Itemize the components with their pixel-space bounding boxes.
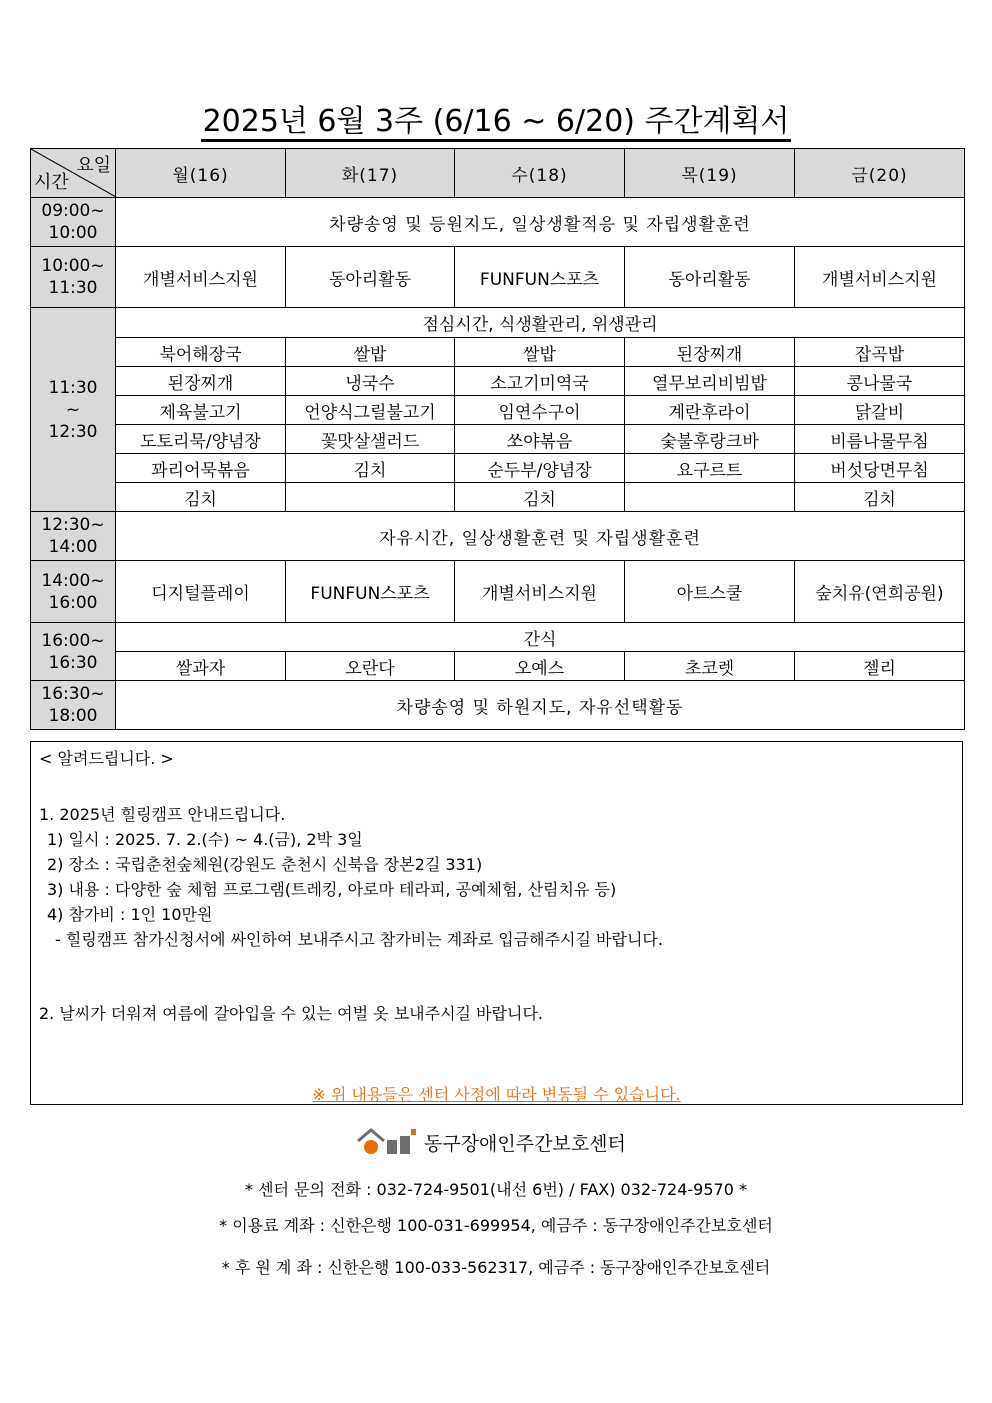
menu-item: 된장찌개 — [625, 338, 795, 367]
day-thu: 목(19) — [625, 149, 795, 198]
activity-span: 자유시간, 일상생활훈련 및 자립생활훈련 — [116, 512, 965, 561]
notice-item-1-content: 3) 내용 : 다양한 숲 체험 프로그램(트레킹, 아로마 테라피, 공예체험, 산림치유 등) — [47, 880, 617, 899]
weekly-schedule-table — [30, 148, 965, 730]
menu-item: 소고기미역국 — [455, 367, 625, 396]
row-lunch-heading — [31, 308, 965, 338]
menu-row — [31, 338, 965, 367]
time-cell: 09:00~ 10:00 — [31, 198, 116, 247]
menu-item: 꽈리어묵볶음 — [116, 454, 286, 483]
snack-heading: 간식 — [116, 623, 965, 652]
row-1230 — [31, 512, 965, 561]
notice-warning: ※ 위 내용들은 센터 사정에 따라 변동될 수 있습니다. — [312, 1085, 681, 1104]
activity-cell: 개별서비스지원 — [116, 247, 286, 308]
contact-phone: * 센터 문의 전화 : 032-724-9501(내선 6번) / FAX) 032-724-9570 * — [245, 1180, 747, 1199]
menu-item: 비름나물무침 — [795, 425, 965, 454]
menu-item: 제육불고기 — [116, 396, 286, 425]
menu-item: 잡곡밥 — [795, 338, 965, 367]
notice-item-1: 1. 2025년 힐링캠프 안내드립니다. — [39, 805, 286, 824]
snack-item: 오란다 — [286, 652, 455, 681]
menu-item: 쌀밥 — [455, 338, 625, 367]
activity-cell: FUNFUN스포츠 — [286, 561, 455, 623]
time-cell: 12:30~ 14:00 — [31, 512, 116, 561]
menu-item: 버섯당면무침 — [795, 454, 965, 483]
row-1400 — [31, 561, 965, 623]
time-cell: 11:30 ~ 12:30 — [31, 308, 116, 512]
row-1000 — [31, 247, 965, 308]
menu-item: 쏘야볶음 — [455, 425, 625, 454]
menu-item: 숯불후랑크바 — [625, 425, 795, 454]
menu-item: 된장찌개 — [116, 367, 286, 396]
activity-cell: 디지털플레이 — [116, 561, 286, 623]
center-name: 동구장애인주간보호센터 — [424, 1132, 626, 1155]
activity-span: 차량송영 및 등원지도, 일상생활적응 및 자립생활훈련 — [116, 198, 965, 247]
menu-item: 김치 — [455, 483, 625, 512]
page-title: 2025년 6월 3주 (6/16 ~ 6/20) 주간계획서 — [0, 96, 992, 140]
center-logo — [356, 1127, 626, 1157]
corner-cell — [31, 149, 116, 198]
menu-row — [31, 396, 965, 425]
menu-item: 김치 — [116, 483, 286, 512]
menu-item: 요구르트 — [625, 454, 795, 483]
day-mon: 월(16) — [116, 149, 286, 198]
menu-item: 콩나물국 — [795, 367, 965, 396]
support-account: * 후 원 계 좌 : 신한은행 100-033-562317, 예금주 : 동구장애인주간보호센터 — [221, 1258, 771, 1277]
notice-item-1-fee: 4) 참가비 : 1인 10만원 — [47, 905, 213, 924]
snack-item: 쌀과자 — [116, 652, 286, 681]
activity-cell: 숲치유(연희공원) — [795, 561, 965, 623]
time-label: 시간 — [34, 172, 69, 193]
time-cell: 16:00~ 16:30 — [31, 623, 116, 681]
menu-row — [31, 367, 965, 396]
time-cell: 10:00~ 11:30 — [31, 247, 116, 308]
menu-item: 냉국수 — [286, 367, 455, 396]
menu-item: 도토리묵/양념장 — [116, 425, 286, 454]
menu-item — [625, 483, 795, 512]
menu-item: 열무보리비빔밥 — [625, 367, 795, 396]
snack-item: 초코렛 — [625, 652, 795, 681]
activity-cell: 동아리활동 — [286, 247, 455, 308]
snack-item: 젤리 — [795, 652, 965, 681]
notice-item-2: 2. 날씨가 더워져 여름에 갈아입을 수 있는 여벌 옷 보내주시길 바랍니다. — [39, 1004, 543, 1023]
menu-item: 김치 — [286, 454, 455, 483]
time-cell: 14:00~ 16:00 — [31, 561, 116, 623]
menu-item: 언양식그릴불고기 — [286, 396, 455, 425]
row-snack-heading — [31, 623, 965, 652]
activity-cell: FUNFUN스포츠 — [455, 247, 625, 308]
activity-span: 차량송영 및 하원지도, 자유선택활동 — [116, 681, 965, 730]
activity-cell: 동아리활동 — [625, 247, 795, 308]
activity-cell: 개별서비스지원 — [455, 561, 625, 623]
menu-item: 닭갈비 — [795, 396, 965, 425]
activity-cell: 아트스쿨 — [625, 561, 795, 623]
menu-item — [286, 483, 455, 512]
menu-item: 쌀밥 — [286, 338, 455, 367]
notice-item-1-place: 2) 장소 : 국립춘천숲체원(강원도 춘천시 신북읍 장본2길 331) — [47, 855, 483, 874]
house-people-logo-icon — [356, 1127, 418, 1157]
day-tue: 화(17) — [286, 149, 455, 198]
row-1630 — [31, 681, 965, 730]
time-cell: 16:30~ 18:00 — [31, 681, 116, 730]
snack-item: 오예스 — [455, 652, 625, 681]
menu-item: 북어해장국 — [116, 338, 286, 367]
day-header-row — [31, 149, 965, 198]
day-label: 요일 — [76, 155, 111, 176]
menu-row — [31, 425, 965, 454]
menu-item: 꽃맛살샐러드 — [286, 425, 455, 454]
menu-item: 임연수구이 — [455, 396, 625, 425]
day-wed: 수(18) — [455, 149, 625, 198]
row-0900 — [31, 198, 965, 247]
menu-item: 계란후라이 — [625, 396, 795, 425]
notice-item-1-date: 1) 일시 : 2025. 7. 2.(수) ~ 4.(금), 2박 3일 — [47, 830, 363, 849]
snack-row — [31, 652, 965, 681]
notice-item-1-note: - 힐링캠프 참가신청서에 싸인하여 보내주시고 참가비는 계좌로 입금해주시길 바랍니다. — [55, 930, 663, 949]
lunch-heading: 점심시간, 식생활관리, 위생관리 — [116, 308, 965, 338]
notice-heading: < 알려드립니다. > — [39, 749, 174, 768]
menu-item: 김치 — [795, 483, 965, 512]
menu-row — [31, 454, 965, 483]
fee-account: * 이용료 계좌 : 신한은행 100-031-699954, 예금주 : 동구장애인주간보호센터 — [219, 1216, 773, 1235]
menu-row — [31, 483, 965, 512]
notice-box — [30, 741, 963, 1105]
menu-item: 순두부/양념장 — [455, 454, 625, 483]
activity-cell: 개별서비스지원 — [795, 247, 965, 308]
day-fri: 금(20) — [795, 149, 965, 198]
